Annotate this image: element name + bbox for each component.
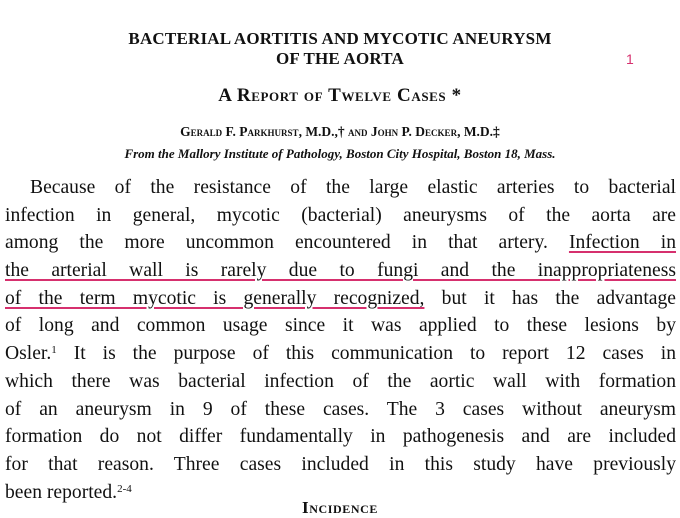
annotation-number: 1 (626, 51, 634, 67)
body-line-8: which there was bacterial infection of the aortic wall with formation (5, 370, 676, 392)
highlighted-sentence-part-1: Infection in (568, 232, 676, 254)
body-line-5 (5, 285, 676, 313)
article-title-line-1: BACTERIAL AORTITIS AND MYCOTIC ANEURYSM (128, 29, 552, 48)
citation-1: 1 (51, 344, 57, 357)
highlighted-sentence-part-2: the arterial wall is rarely due to fungi and the inappropriateness (5, 260, 676, 282)
body-paragraph (5, 174, 676, 506)
body-line-10: formation do not differ fundamentally in pathogenesis and are included (5, 426, 676, 448)
body-line-12-text: been reported. (5, 481, 118, 503)
author-line: Gerald F. Parkhurst, M.D.,† and John P. Decker, M.D.‡ (180, 124, 500, 139)
body-line-9: of an aneurysm in 9 of these cases. The 3 cases without aneurysm (5, 398, 676, 420)
affiliation-line: From the Mallory Institute of Pathology, Boston City Hospital, Boston 18, Mass. (124, 146, 556, 161)
body-line-5-text: but it has the advantage (424, 287, 676, 309)
body-line-7-text-a: Osler. (5, 343, 52, 365)
body-line-1: Because of the resistance of the large elastic arteries to bacterial (30, 177, 676, 198)
article-title-line-2: OF THE AORTA (275, 49, 405, 68)
body-line-11: for that reason. Three cases included in this study have previously (5, 453, 676, 475)
body-line-3 (5, 229, 676, 257)
body-line-2: infection in general, mycotic (bacterial) aneurysms of the aorta are (5, 204, 676, 226)
body-line-7 (5, 340, 676, 368)
article-subtitle: A Report of Twelve Cases * (218, 85, 462, 106)
highlighted-sentence-part-3: of the term mycotic is generally recognized, (5, 287, 425, 309)
citation-2-4: 2-4 (117, 482, 132, 495)
body-line-3-text: among the more uncommon encountered in that artery. (5, 232, 548, 254)
body-line-6: of long and common usage since it was applied to these lesions by (5, 315, 676, 337)
section-heading-incidence: Incidence (301, 498, 379, 517)
body-line-7-text-b: It is the purpose of this communication to report 12 cases in (56, 343, 676, 365)
body-line-4 (5, 257, 676, 285)
